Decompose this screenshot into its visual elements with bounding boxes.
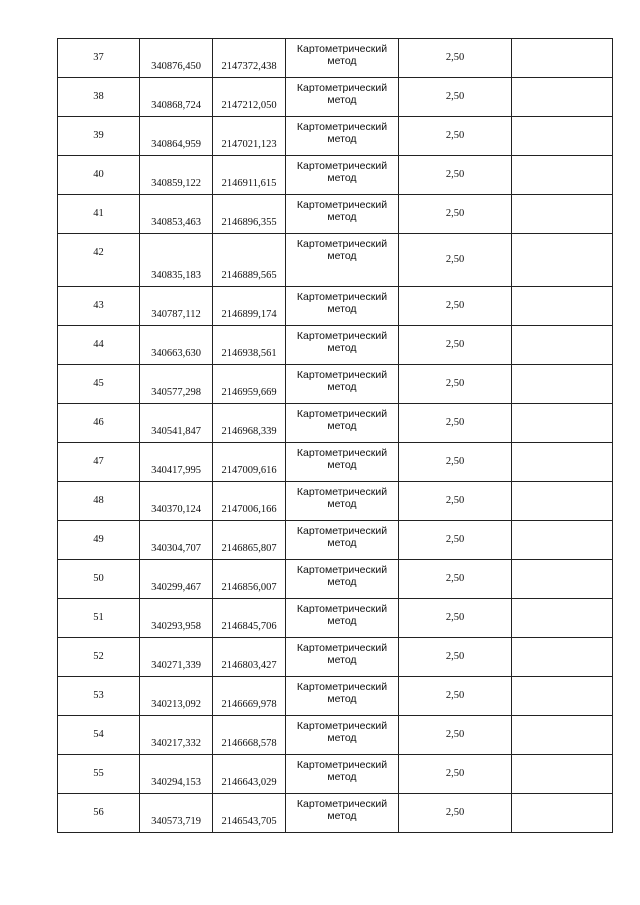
x-coordinate-cell: 340370,124 xyxy=(140,482,213,521)
y-coordinate-cell: 2146911,615 xyxy=(213,156,286,195)
method-line-1: Картометрический xyxy=(296,642,388,654)
x-coordinate-cell: 340864,959 xyxy=(140,117,213,156)
extra-cell xyxy=(512,404,613,443)
method-line-1: Картометрический xyxy=(296,486,388,498)
y-coordinate-cell: 2146668,578 xyxy=(213,716,286,755)
y-coordinate-cell: 2146643,029 xyxy=(213,755,286,794)
method-cell xyxy=(286,521,399,560)
method-line-2: метод xyxy=(327,732,357,744)
point-number-cell: 37 xyxy=(58,39,140,78)
method-cell xyxy=(286,677,399,716)
y-coordinate-cell: 2146543,705 xyxy=(213,794,286,833)
y-coordinate-cell: 2146938,561 xyxy=(213,326,286,365)
method-line-1: Картометрический xyxy=(296,447,388,459)
x-coordinate-cell: 340876,450 xyxy=(140,39,213,78)
extra-cell xyxy=(512,39,613,78)
x-coordinate-cell: 340663,630 xyxy=(140,326,213,365)
method-line-1: Картометрический xyxy=(296,121,388,133)
y-coordinate-cell: 2146889,565 xyxy=(213,234,286,287)
method-line-2: метод xyxy=(327,94,357,106)
extra-cell xyxy=(512,716,613,755)
method-line-1: Картометрический xyxy=(296,720,388,732)
y-coordinate-cell: 2147021,123 xyxy=(213,117,286,156)
method-line-1: Картометрический xyxy=(296,603,388,615)
method-line-2: метод xyxy=(327,615,357,627)
extra-cell xyxy=(512,234,613,287)
x-coordinate-cell: 340787,112 xyxy=(140,287,213,326)
x-coordinate-cell: 340293,958 xyxy=(140,599,213,638)
table-row xyxy=(58,39,613,78)
accuracy-cell: 2,50 xyxy=(399,560,512,599)
point-number-cell: 56 xyxy=(58,794,140,833)
method-cell xyxy=(286,39,399,78)
point-number-cell: 51 xyxy=(58,599,140,638)
point-number-cell: 44 xyxy=(58,326,140,365)
y-coordinate-cell: 2147372,438 xyxy=(213,39,286,78)
accuracy-cell: 2,50 xyxy=(399,443,512,482)
point-number-cell: 38 xyxy=(58,78,140,117)
accuracy-cell: 2,50 xyxy=(399,404,512,443)
x-coordinate-cell: 340573,719 xyxy=(140,794,213,833)
extra-cell xyxy=(512,638,613,677)
coordinates-table-container xyxy=(57,38,612,833)
method-line-2: метод xyxy=(327,576,357,588)
x-coordinate-cell: 340859,122 xyxy=(140,156,213,195)
point-number-cell: 45 xyxy=(58,365,140,404)
method-cell xyxy=(286,794,399,833)
x-coordinate-cell: 340868,724 xyxy=(140,78,213,117)
y-coordinate-cell: 2147212,050 xyxy=(213,78,286,117)
method-line-1: Картометрический xyxy=(296,160,388,172)
method-line-2: метод xyxy=(327,211,357,223)
method-line-2: метод xyxy=(327,498,357,510)
table-row xyxy=(58,156,613,195)
x-coordinate-cell: 340299,467 xyxy=(140,560,213,599)
method-line-1: Картометрический xyxy=(296,238,388,250)
method-line-2: метод xyxy=(327,654,357,666)
point-number-cell: 40 xyxy=(58,156,140,195)
extra-cell xyxy=(512,482,613,521)
y-coordinate-cell: 2146899,174 xyxy=(213,287,286,326)
accuracy-cell: 2,50 xyxy=(399,716,512,755)
y-coordinate-cell: 2146968,339 xyxy=(213,404,286,443)
accuracy-cell: 2,50 xyxy=(399,78,512,117)
point-number-cell: 50 xyxy=(58,560,140,599)
table-row xyxy=(58,404,613,443)
x-coordinate-cell: 340271,339 xyxy=(140,638,213,677)
accuracy-cell: 2,50 xyxy=(399,156,512,195)
method-cell xyxy=(286,326,399,365)
method-cell xyxy=(286,755,399,794)
table-row xyxy=(58,443,613,482)
method-line-2: метод xyxy=(327,771,357,783)
accuracy-cell: 2,50 xyxy=(399,521,512,560)
table-row xyxy=(58,677,613,716)
point-number-cell: 41 xyxy=(58,195,140,234)
y-coordinate-cell: 2146669,978 xyxy=(213,677,286,716)
accuracy-cell: 2,50 xyxy=(399,365,512,404)
point-number-cell: 53 xyxy=(58,677,140,716)
extra-cell xyxy=(512,755,613,794)
table-row xyxy=(58,234,613,287)
accuracy-cell: 2,50 xyxy=(399,755,512,794)
table-row xyxy=(58,117,613,156)
table-row xyxy=(58,365,613,404)
point-number-cell: 42 xyxy=(58,234,140,287)
method-line-2: метод xyxy=(327,459,357,471)
extra-cell xyxy=(512,521,613,560)
accuracy-cell: 2,50 xyxy=(399,195,512,234)
table-row xyxy=(58,755,613,794)
method-line-1: Картометрический xyxy=(296,798,388,810)
method-line-2: метод xyxy=(327,537,357,549)
method-line-1: Картометрический xyxy=(296,681,388,693)
method-line-2: метод xyxy=(327,381,357,393)
y-coordinate-cell: 2146803,427 xyxy=(213,638,286,677)
method-cell xyxy=(286,287,399,326)
method-line-2: метод xyxy=(327,303,357,315)
x-coordinate-cell: 340294,153 xyxy=(140,755,213,794)
method-cell xyxy=(286,443,399,482)
table-row xyxy=(58,326,613,365)
point-number-cell: 52 xyxy=(58,638,140,677)
method-line-2: метод xyxy=(327,250,357,262)
y-coordinate-cell: 2146865,807 xyxy=(213,521,286,560)
point-number-cell: 47 xyxy=(58,443,140,482)
extra-cell xyxy=(512,156,613,195)
accuracy-cell: 2,50 xyxy=(399,677,512,716)
x-coordinate-cell: 340541,847 xyxy=(140,404,213,443)
extra-cell xyxy=(512,677,613,716)
method-line-2: метод xyxy=(327,420,357,432)
accuracy-cell: 2,50 xyxy=(399,234,512,287)
method-line-1: Картометрический xyxy=(296,564,388,576)
x-coordinate-cell: 340577,298 xyxy=(140,365,213,404)
extra-cell xyxy=(512,599,613,638)
method-line-1: Картометрический xyxy=(296,759,388,771)
point-number-cell: 43 xyxy=(58,287,140,326)
method-cell xyxy=(286,195,399,234)
method-cell xyxy=(286,156,399,195)
method-line-2: метод xyxy=(327,693,357,705)
y-coordinate-cell: 2147006,166 xyxy=(213,482,286,521)
method-line-1: Картометрический xyxy=(296,408,388,420)
extra-cell xyxy=(512,78,613,117)
method-line-1: Картометрический xyxy=(296,525,388,537)
method-line-1: Картометрический xyxy=(296,199,388,211)
y-coordinate-cell: 2146959,669 xyxy=(213,365,286,404)
table-body xyxy=(58,39,613,833)
table-row xyxy=(58,599,613,638)
table-row xyxy=(58,482,613,521)
method-line-2: метод xyxy=(327,55,357,67)
method-cell xyxy=(286,482,399,521)
method-line-1: Картометрический xyxy=(296,82,388,94)
extra-cell xyxy=(512,287,613,326)
point-number-cell: 55 xyxy=(58,755,140,794)
method-line-2: метод xyxy=(327,810,357,822)
method-cell xyxy=(286,404,399,443)
extra-cell xyxy=(512,560,613,599)
table-row xyxy=(58,78,613,117)
method-cell xyxy=(286,365,399,404)
coordinates-table xyxy=(57,38,613,833)
table-row xyxy=(58,794,613,833)
method-cell xyxy=(286,234,399,287)
method-cell xyxy=(286,117,399,156)
method-cell xyxy=(286,599,399,638)
accuracy-cell: 2,50 xyxy=(399,326,512,365)
point-number-cell: 46 xyxy=(58,404,140,443)
point-number-cell: 39 xyxy=(58,117,140,156)
y-coordinate-cell: 2146896,355 xyxy=(213,195,286,234)
x-coordinate-cell: 340853,463 xyxy=(140,195,213,234)
accuracy-cell: 2,50 xyxy=(399,794,512,833)
table-row xyxy=(58,638,613,677)
x-coordinate-cell: 340217,332 xyxy=(140,716,213,755)
x-coordinate-cell: 340417,995 xyxy=(140,443,213,482)
method-cell xyxy=(286,560,399,599)
extra-cell xyxy=(512,365,613,404)
x-coordinate-cell: 340835,183 xyxy=(140,234,213,287)
method-cell xyxy=(286,716,399,755)
method-line-2: метод xyxy=(327,342,357,354)
method-line-2: метод xyxy=(327,172,357,184)
table-row xyxy=(58,287,613,326)
y-coordinate-cell: 2146845,706 xyxy=(213,599,286,638)
method-line-1: Картометрический xyxy=(296,291,388,303)
accuracy-cell: 2,50 xyxy=(399,482,512,521)
extra-cell xyxy=(512,794,613,833)
method-cell xyxy=(286,638,399,677)
accuracy-cell: 2,50 xyxy=(399,599,512,638)
method-line-1: Картометрический xyxy=(296,43,388,55)
extra-cell xyxy=(512,117,613,156)
y-coordinate-cell: 2146856,007 xyxy=(213,560,286,599)
point-number-cell: 54 xyxy=(58,716,140,755)
accuracy-cell: 2,50 xyxy=(399,638,512,677)
table-row xyxy=(58,521,613,560)
method-line-1: Картометрический xyxy=(296,369,388,381)
point-number-cell: 49 xyxy=(58,521,140,560)
table-row xyxy=(58,716,613,755)
method-cell xyxy=(286,78,399,117)
extra-cell xyxy=(512,195,613,234)
accuracy-cell: 2,50 xyxy=(399,117,512,156)
point-number-cell: 48 xyxy=(58,482,140,521)
y-coordinate-cell: 2147009,616 xyxy=(213,443,286,482)
method-line-2: метод xyxy=(327,133,357,145)
table-row xyxy=(58,560,613,599)
extra-cell xyxy=(512,443,613,482)
x-coordinate-cell: 340213,092 xyxy=(140,677,213,716)
accuracy-cell: 2,50 xyxy=(399,39,512,78)
x-coordinate-cell: 340304,707 xyxy=(140,521,213,560)
accuracy-cell: 2,50 xyxy=(399,287,512,326)
method-line-1: Картометрический xyxy=(296,330,388,342)
table-row xyxy=(58,195,613,234)
extra-cell xyxy=(512,326,613,365)
